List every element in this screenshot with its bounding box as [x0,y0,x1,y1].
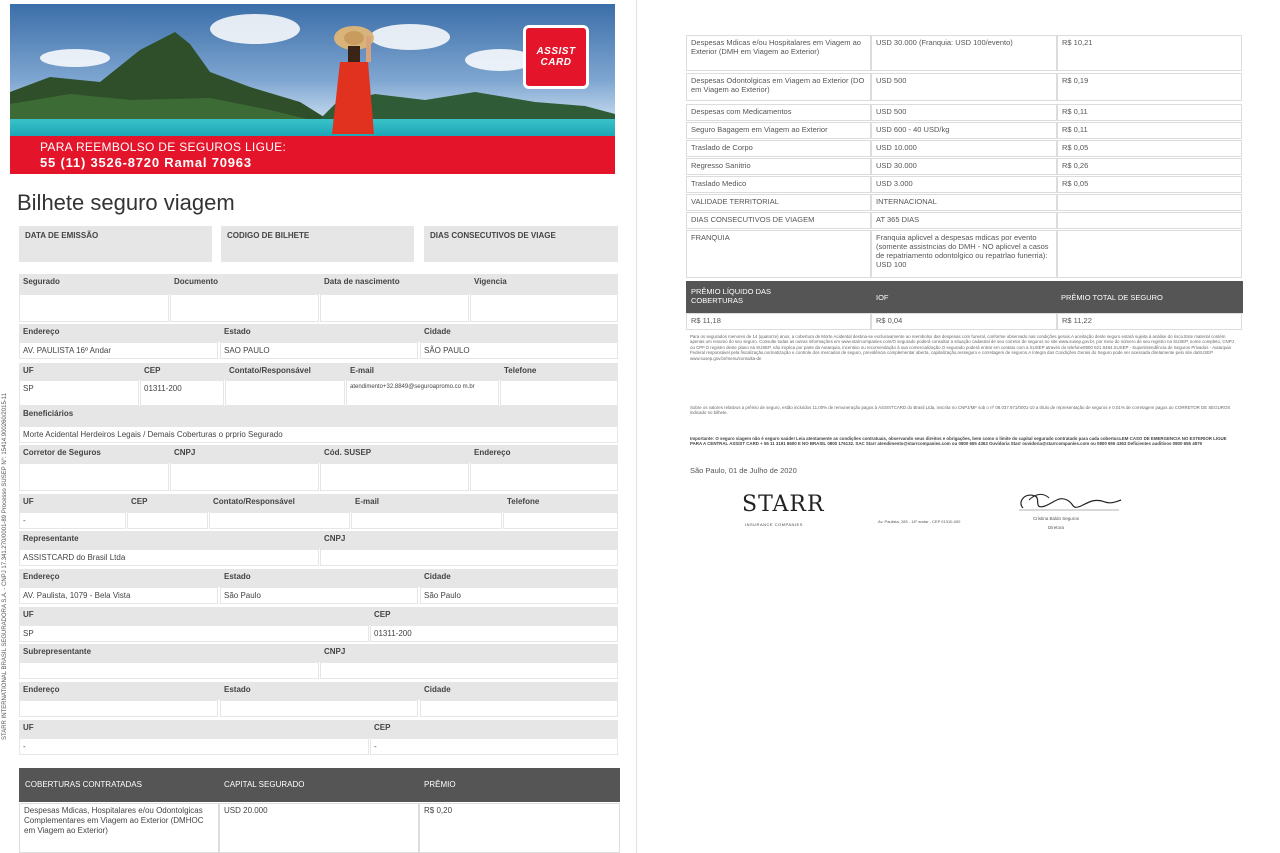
coverage-row-name: Seguro Bagagem em Viagem ao Exterior [686,122,871,139]
logo-line-2: CARD [540,57,572,68]
value-cep-3: - [370,738,618,755]
coverage-capital: USD 20.000 [219,803,419,853]
coverage-name: Despesas Mdicas, Hospitalares e/ou Odontolgicas Complementares em Viagem ao Exterior (DMHOC em Viagem ao Exterior) [19,803,219,853]
page-divider [636,0,637,853]
label-corretor: Corretor de Seguros [19,445,105,457]
label-cep-3: CEP [370,720,394,732]
coverage-premium: R$ 0,20 [419,803,620,853]
value-uf-3: - [19,738,369,755]
signer-name: Cristina Baldo Seguros [1033,516,1080,521]
assist-card-logo [523,25,589,89]
mountain-illustration [10,32,340,127]
value-uf-corretor: - [19,512,126,529]
value-estado: SAO PAULO [220,342,418,359]
coverage-row-name: Regresso Sanitrio [686,158,871,175]
coverage-row-premium: R$ 0,11 [1057,122,1242,139]
value-documento [170,294,319,322]
label-email: E-mail [346,363,378,375]
value-cep-2: 01311-200 [370,625,618,642]
company-address: Av. Paulista, 283 - 14º andar - CEP 01310-000 [878,519,961,524]
value-cidade: SÃO PAULO [420,342,618,359]
value-corretor [19,463,169,491]
label-uf-2: UF [19,607,38,619]
label-representante: Representante [19,531,83,543]
coverage-row-premium: R$ 0,19 [1057,73,1242,101]
label-cnpj-corretor: CNPJ [170,445,199,457]
label-telefone-corretor: Telefone [503,494,543,506]
label-uf-3: UF [19,720,38,732]
value-telefone [500,380,618,406]
label-vigencia: Vigencia [470,274,511,286]
fine-print-remuneration: Sobre os valores relativos a prêmio de seguro, estão incluídos 11,00% de remuneração pagos à ASSISTCARD do Brasil Ltda, inscrita no CNPJ/MF sob o nº 08.037.971/0001-10 a título de representação de seguros e 0,01% de corretagem pagos ao CORRETOR DE SEGUROS indicado no bilhete. [690,405,1231,416]
coverage-row-capital: USD 30.000 [871,158,1057,175]
coverage-row-premium: R$ 0,11 [1057,104,1242,121]
starr-logo: STARR [742,492,825,517]
coverage-col-capital: CAPITAL SEGURADO [224,780,305,789]
franchise-value: Franquia aplicvel a despesas mdicas por evento (somente assistncias do DMH - NO aplicvel a casos de repatriamento odontolgico ou repatrlao funerria): USD 100 [871,230,1057,278]
value-telefone-corretor [503,512,618,529]
left-page [0,0,632,853]
label-estado-3: Estado [220,682,255,694]
value-cnpj-representante [320,549,618,566]
signature-image [1015,488,1125,516]
label-endereco-corretor: Endereço [470,445,514,457]
label-cep-corretor: CEP [127,494,151,506]
starr-logo-sub: INSURANCE COMPANIES [745,522,803,527]
coverage-table-header [19,768,620,802]
value-contato [225,380,345,406]
label-cnpj-sub: CNPJ [320,644,349,656]
premium-net-value: R$ 11,18 [686,313,871,330]
premium-table-header [686,281,1243,313]
label-cep-2: CEP [370,607,394,619]
value-nascimento [320,294,469,322]
signer-role: Diretora [1048,525,1065,530]
emission-date-box: DATA DE EMISSÃO [19,226,212,262]
label-uf-corretor: UF [19,494,38,506]
label-telefone: Telefone [500,363,540,375]
value-cep-corretor [127,512,208,529]
label-subrepresentante: Subrepresentante [19,644,95,656]
logo-line-1: ASSIST [536,46,576,57]
value-representante: ASSISTCARD do Brasil Ltda [19,549,319,566]
label-uf: UF [19,363,38,375]
value-email-corretor [351,512,502,529]
label-documento: Documento [170,274,222,286]
value-cnpj-sub [320,662,618,679]
coverage-row-name: Traslado Medico [686,176,871,193]
banner-phone-bar [10,136,615,174]
label-endereco-2: Endereço [19,569,63,581]
coverage-row-name: Despesas com Medicamentos [686,104,871,121]
coverage-row-capital: USD 500 [871,104,1057,121]
days-label: DIAS CONSECUTIVOS DE VIAGEM [686,212,871,229]
days-value: AT 365 DIAS [871,212,1057,229]
label-contato: Contato/Responsável [225,363,315,375]
coverage-row-premium: R$ 0,05 [1057,140,1242,157]
coverage-col-premium: PRÊMIO [424,780,456,789]
banner-refund-text: PARA REEMBOLSO DE SEGUROS LIGUE: [40,140,287,154]
coverage-row-capital: USD 500 [871,73,1057,101]
coverage-row-premium: R$ 0,26 [1057,158,1242,175]
value-uf-2: SP [19,625,369,642]
value-estado-2: São Paulo [220,587,418,604]
label-cidade-2: Cidade [420,569,455,581]
premium-col-iof: IOF [876,293,889,302]
territory-label: VALIDADE TERRITORIAL [686,194,871,211]
coverage-row-capital: USD 10.000 [871,140,1057,157]
label-segurado: Segurado [19,274,64,286]
coverage-row-premium: R$ 10,21 [1057,35,1242,71]
label-susep: Cód. SUSEP [320,445,375,457]
coverage-row-capital: USD 30.000 (Franquia: USD 100/evento) [871,35,1057,71]
label-cidade: Cidade [420,324,455,336]
value-endereco-2: AV. Paulista, 1079 - Bela Vista [19,587,218,604]
side-legal-text: STARR INTERNATIONAL BRASIL SEGURADORA S.A. - CNPJ 17.341.270/0001-89 Processo SUSEP N°: 15414.900260/2015-11 [2,392,8,740]
page-title: Bilhete seguro viagem [17,190,235,215]
territory-empty [1057,194,1242,211]
label-cidade-3: Cidade [420,682,455,694]
label-contato-corretor: Contato/Responsável [209,494,299,506]
banner [10,4,615,174]
value-endereco-3 [19,700,218,717]
travel-days-box: DIAS CONSECUTIVOS DE VIAGE [424,226,618,262]
premium-col-total: PRÊMIO TOTAL DE SEGURO [1061,293,1163,302]
value-segurado [19,294,169,322]
coverage-row-name: Despesas Odontolgicas em Viagem ao Exterior (DO em Viagem ao Exterior) [686,73,871,101]
label-estado-2: Estado [220,569,255,581]
label-cep: CEP [140,363,164,375]
premium-iof-value: R$ 0,04 [871,313,1057,330]
ticket-code-box: CODIGO DE BILHETE [221,226,414,262]
value-estado-3 [220,700,418,717]
value-subrepresentante [19,662,319,679]
value-cidade-2: São Paulo [420,587,618,604]
value-endereco-corretor [470,463,618,491]
label-endereco-3: Endereço [19,682,63,694]
place-date: São Paulo, 01 de Julho de 2020 [690,466,797,475]
value-email: atendimento+32.8849@seguroapromo.co m.br [346,380,499,406]
label-cnpj-representante: CNPJ [320,531,349,543]
coverage-row-name: Traslado de Corpo [686,140,871,157]
label-endereco: Endereço [19,324,63,336]
label-beneficiarios: Beneficiários [19,406,77,418]
fine-print-legal: Para os segurados menores de 14 (quatorze) anos, a cobertura de Morte Acidental destina-se exclusivamente ao reembolso das despesas com funeral, conforme observado nas condições gerais.A aceitação deste seguro estará sujeita à análise do risco.Este material contém apenas um resumo do seu seguro. Consulte todas as outras informações em www.starrcompanies.com/O segurado poderá consultar a situação cadastral de seu corretor de seguros no site www.susep.gov.br, por meio do número de seu registro na SUSEP, nome completo, CNPJ ou CPF.O registro deste plano na SUSEP, não implica por parte da Autarquia, incentivo ou recomendação à sua comercialização.O segurado poderá entrar em contato com a SUSEP através do telefone0800 021 8484.SUSEP - Superintendência de Seguros Privados - Autarquia Federal responsável pela fiscalização,normatização e controle dos mercados de seguro, previdência complementar aberta, capitalização,resseguro e corretagem de seguros.A íntegra das Condições Gerais do Seguro pode ser acessada diretamente pelo site daSUSEP www.susep.gov.br/menu/consulta-de [690,334,1234,361]
coverage-row-capital: USD 3.000 [871,176,1057,193]
label-email-corretor: E-mail [351,494,383,506]
fine-print-important: Importante: O seguro viagem não é seguro saúde! Leia atentamente as condições contratuais, observando seus direitos e obrigações, bem como o limite do capital segurado contratado para cada cobertura.EM CASO DE EMERGENCIA NO EXTERIOR LIGUE PARA A CENTRAL ASSIST CARD + 55 11 3191 8600 E NO BRASIL 0800 176132. SAC Starr atendimento@starrcompanies.com ou 0800 655 4363 Ouvidoria Starr ouvidoria@starrcompanies.com ou 0800 655 4363 Deficientes auditivos 0800 655 4879 [690,436,1227,447]
coverage-row-premium: R$ 0,05 [1057,176,1242,193]
days-empty [1057,212,1242,229]
premium-total-value: R$ 11,22 [1057,313,1242,330]
value-cnpj-corretor [170,463,319,491]
value-uf: SP [19,380,139,406]
label-nascimento: Data de nascimento [320,274,404,286]
value-beneficiarios: Morte Acidental Herdeiros Legais / Demais Coberturas o prprio Segurado [19,426,618,443]
value-susep [320,463,469,491]
value-cidade-3 [420,700,618,717]
franchise-empty [1057,230,1242,278]
woman-illustration [322,22,382,140]
coverage-col-name: COBERTURAS CONTRATADAS [25,780,142,789]
premium-col-net: PRÊMIO LÍQUIDO DAS COBERTURAS [691,287,772,305]
territory-value: INTERNACIONAL [871,194,1057,211]
value-endereco: AV. PAULISTA 16º Andar [19,342,218,359]
coverage-row-name: Despesas Mdicas e/ou Hospitalares em Viagem ao Exterior (DMH em Viagem ao Exterior) [686,35,871,71]
value-cep: 01311-200 [140,380,224,406]
value-contato-corretor [209,512,350,529]
label-estado: Estado [220,324,255,336]
banner-phone-number: 55 (11) 3526-8720 Ramal 70963 [40,155,252,170]
franchise-label: FRANQUIA [686,230,871,278]
value-vigencia [470,294,618,322]
coverage-row-capital: USD 600 - 40 USD/kg [871,122,1057,139]
